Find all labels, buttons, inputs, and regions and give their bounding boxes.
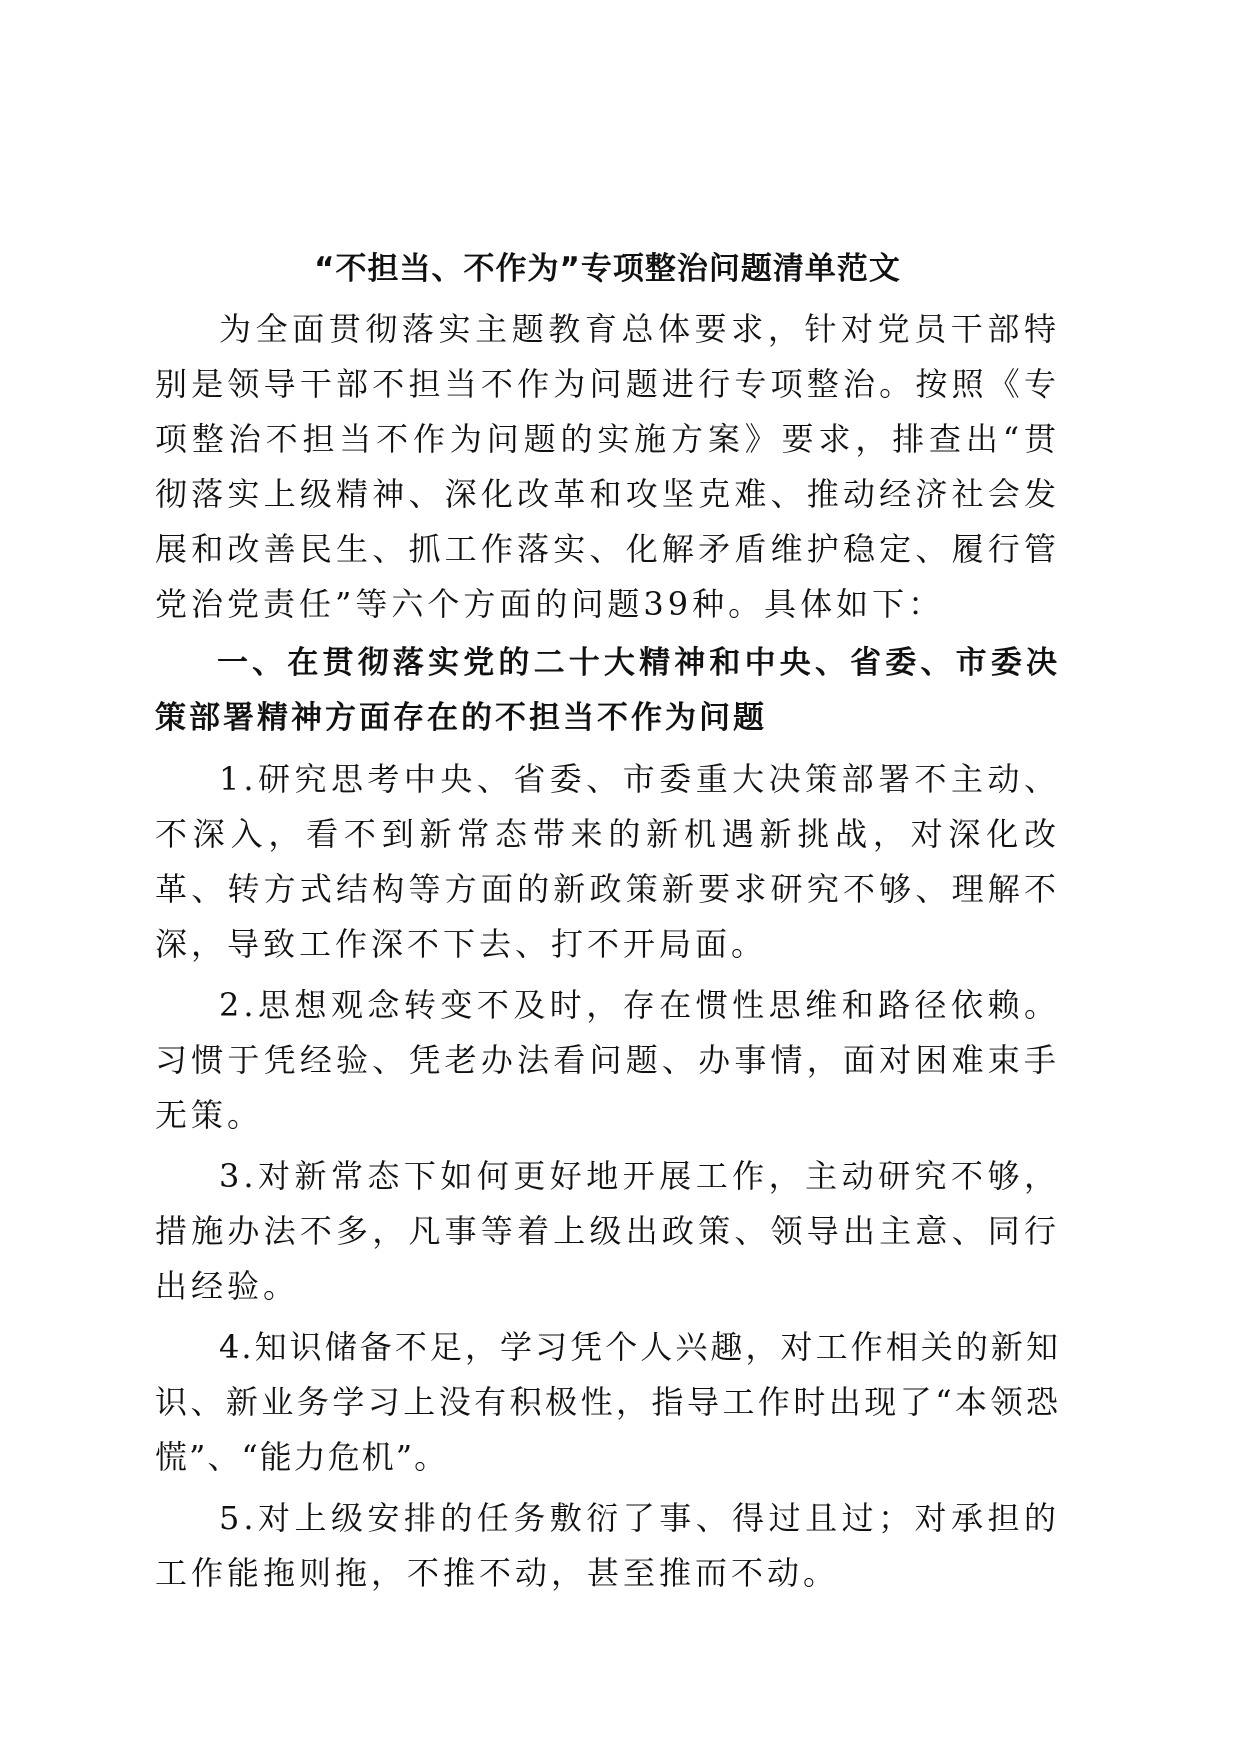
list-item: 2.思想观念转变不及时，存在惯性思维和路径依赖。习惯于凭经验、凭老办法看问题、办事情，面对困难束手无策。: [155, 986, 1060, 1134]
list-item: 3.对新常态下如何更好地开展工作，主动研究不够，措施办法不多，凡事等着上级出政策、领导出主意、同行出经验。: [155, 1157, 1060, 1305]
document-body: [155, 240, 1060, 1601]
list-item: 4.知识储备不足，学习凭个人兴趣，对工作相关的新知识、新业务学习上没有积极性，指导工作时出现了“本领恐慌”、“能力危机”。: [155, 1328, 1060, 1476]
list-item: 5.对上级安排的任务敷衍了事、得过且过；对承担的工作能拖则拖，不推不动，甚至推而不动。: [155, 1499, 1060, 1592]
intro-paragraph: 为全面贯彻落实主题教育总体要求，针对党员干部特别是领导干部不担当不作为问题进行专项整治。按照《专项整治不担当不作为问题的实施方案》要求，排查出“贯彻落实上级精神、深化改革和攻坚克难、推动经济社会发展和改善民生、抓工作落实、化解矛盾维护稳定、履行管党治党责任”等六个方面的问题39种。具体如下：: [155, 310, 1060, 623]
document-title: “不担当、不作为”专项整治问题清单范文: [314, 251, 901, 287]
section-heading: 一、在贯彻落实党的二十大精神和中央、省委、市委决策部署精神方面存在的不担当不作为问题: [155, 645, 1060, 736]
list-item: 1.研究思考中央、省委、市委重大决策部署不主动、不深入，看不到新常态带来的新机遇新挑战，对深化改革、转方式结构等方面的新政策新要求研究不够、理解不深，导致工作深不下去、打不开局面。: [155, 760, 1060, 963]
